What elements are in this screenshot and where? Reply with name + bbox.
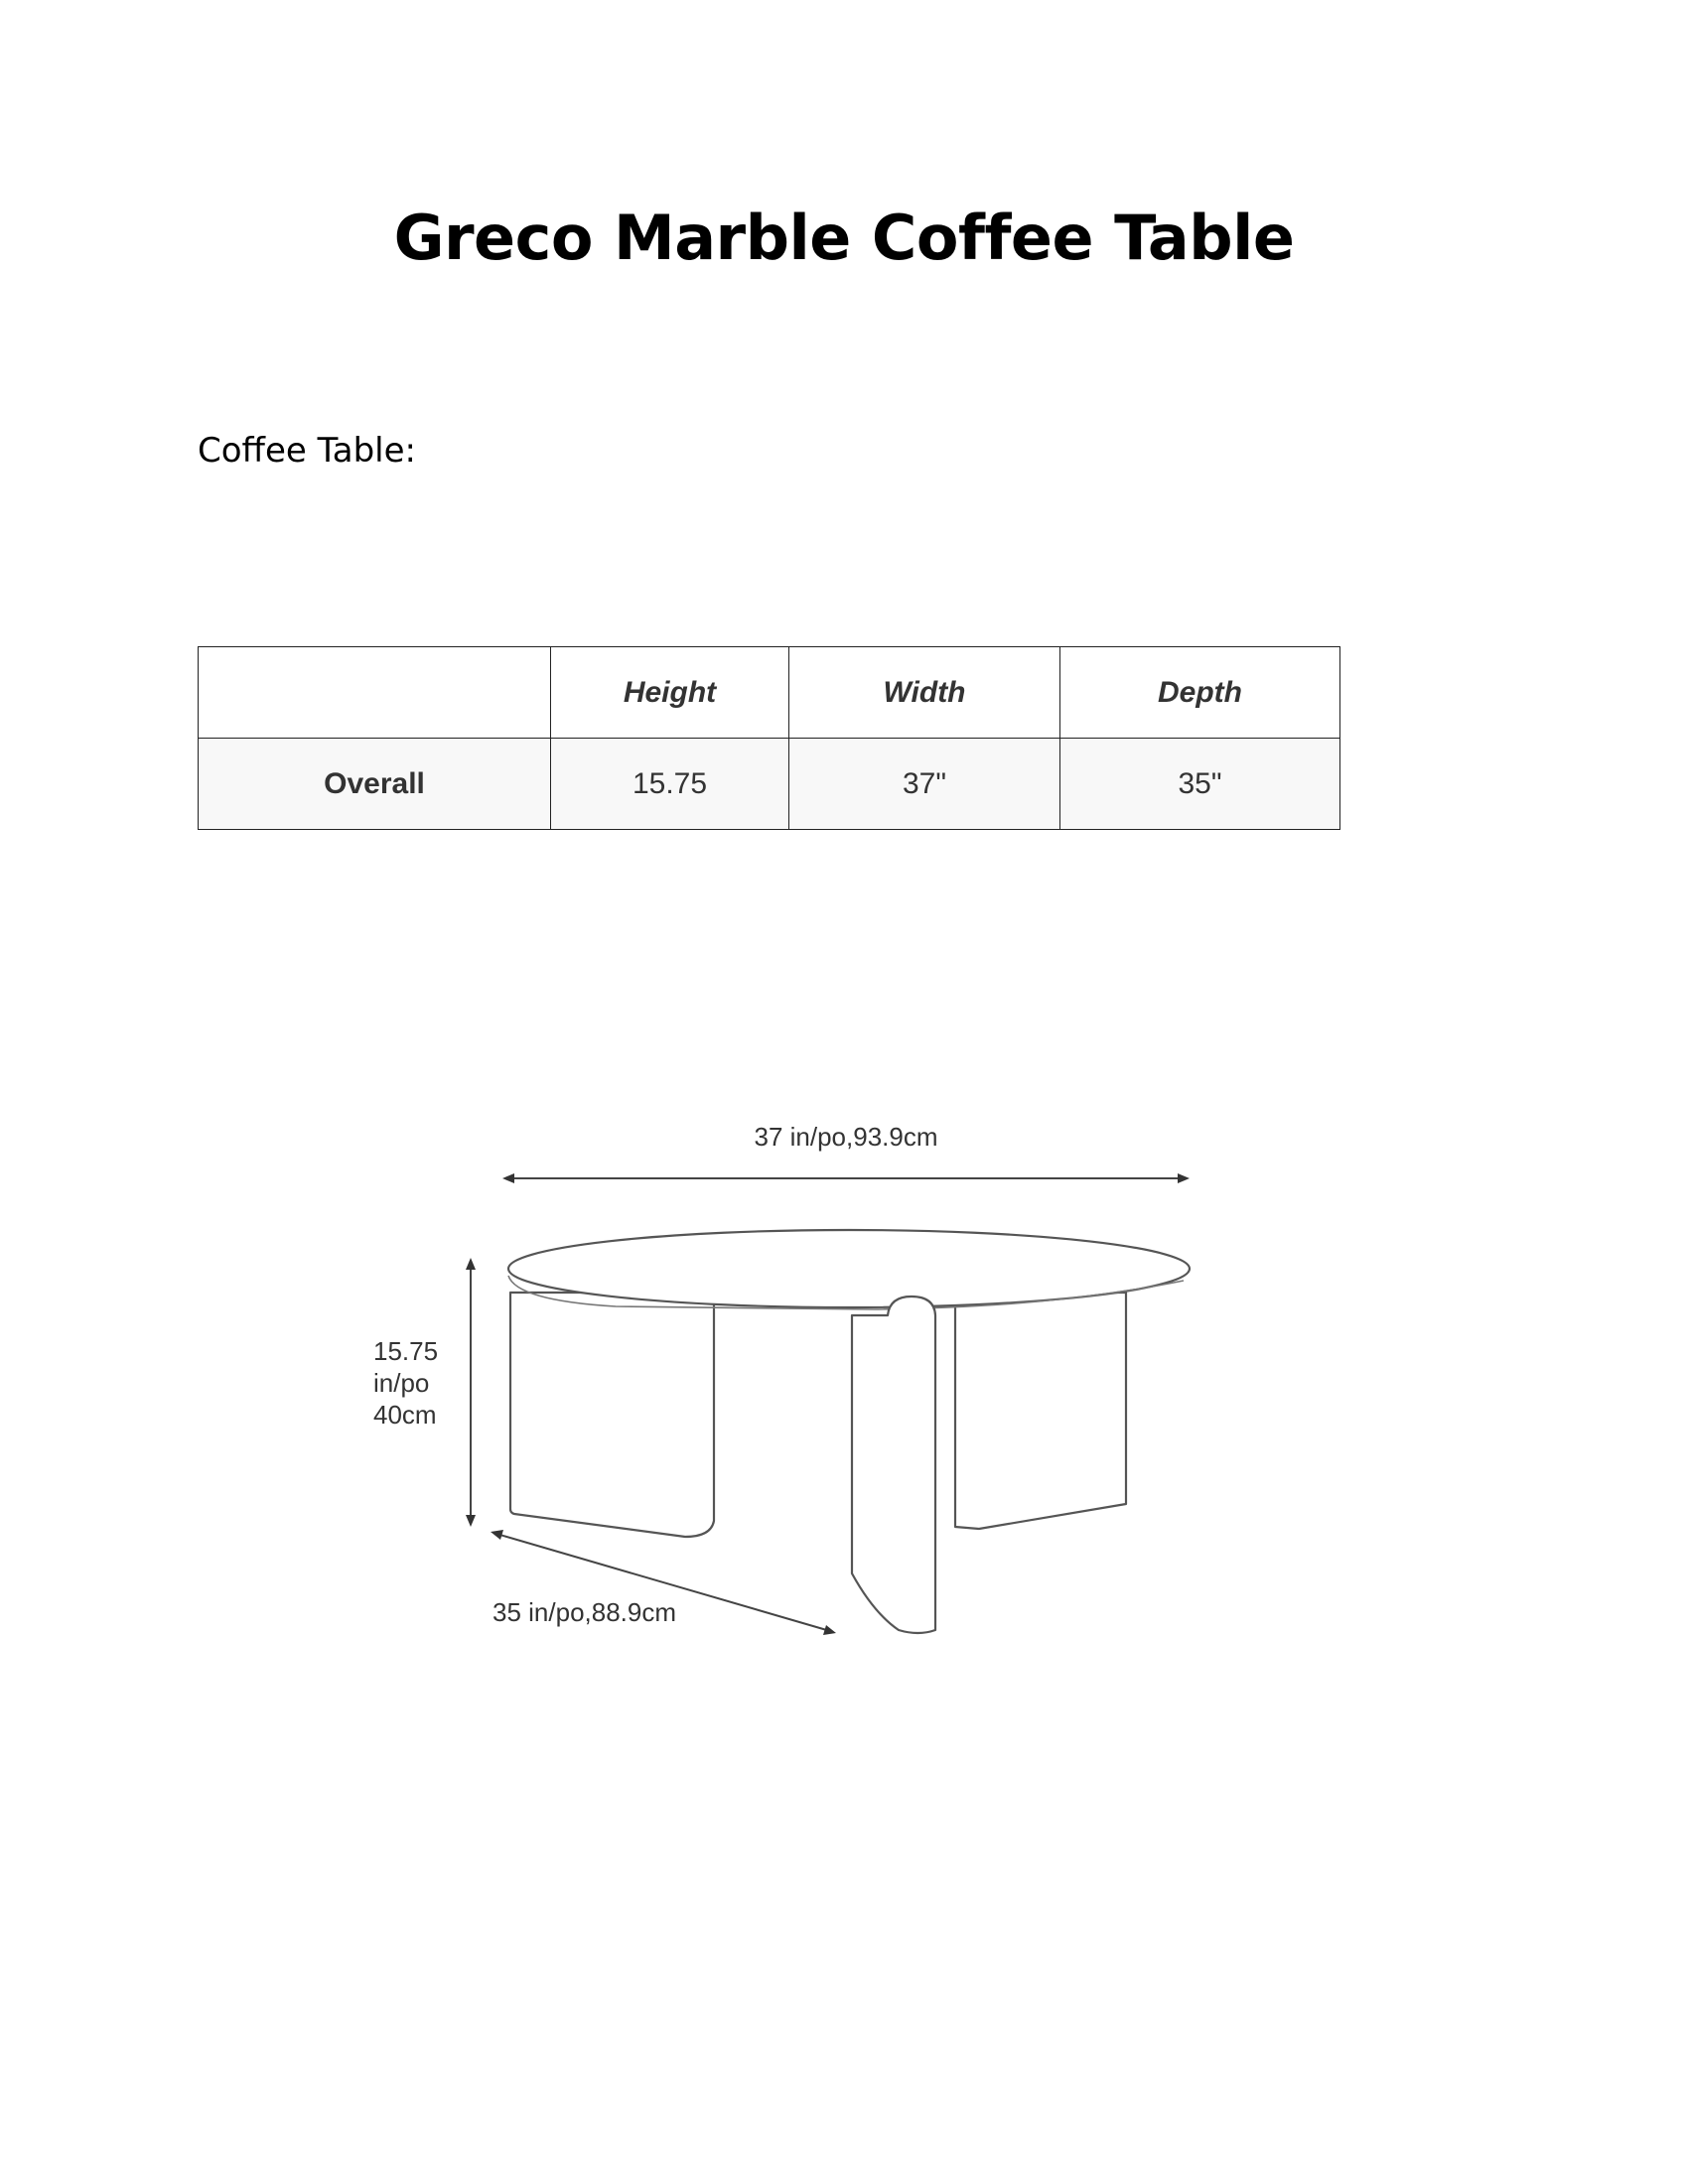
section-label: Coffee Table: <box>198 431 416 471</box>
table-leg-right <box>955 1293 1126 1529</box>
table-leg-front <box>852 1297 935 1633</box>
dimensions-table <box>198 646 1340 830</box>
height-dimension-arrow <box>466 1258 476 1527</box>
table-leg-left <box>510 1293 714 1537</box>
height-label-line-3: 40cm <box>373 1400 437 1430</box>
table-header-row <box>199 647 1340 739</box>
coffee-table-dimension-drawing <box>357 1112 1311 1668</box>
cell-depth: 35" <box>1060 739 1340 830</box>
page-title: Greco Marble Coffee Table <box>393 202 1295 274</box>
cell-height: 15.75 <box>551 739 789 830</box>
width-dimension-label: 37 in/po,93.9cm <box>754 1122 938 1152</box>
depth-dimension-label: 35 in/po,88.9cm <box>492 1597 677 1627</box>
table-header-width: Width <box>789 647 1060 739</box>
row-label-overall: Overall <box>199 739 551 830</box>
height-label-line-2: in/po <box>373 1368 430 1398</box>
table-header-blank <box>199 647 551 739</box>
table-header-depth: Depth <box>1060 647 1340 739</box>
height-label-line-1: 15.75 <box>373 1336 439 1366</box>
table-row <box>199 739 1340 830</box>
table-header-height: Height <box>551 647 789 739</box>
width-dimension-arrow <box>502 1173 1190 1183</box>
cell-width: 37" <box>789 739 1060 830</box>
